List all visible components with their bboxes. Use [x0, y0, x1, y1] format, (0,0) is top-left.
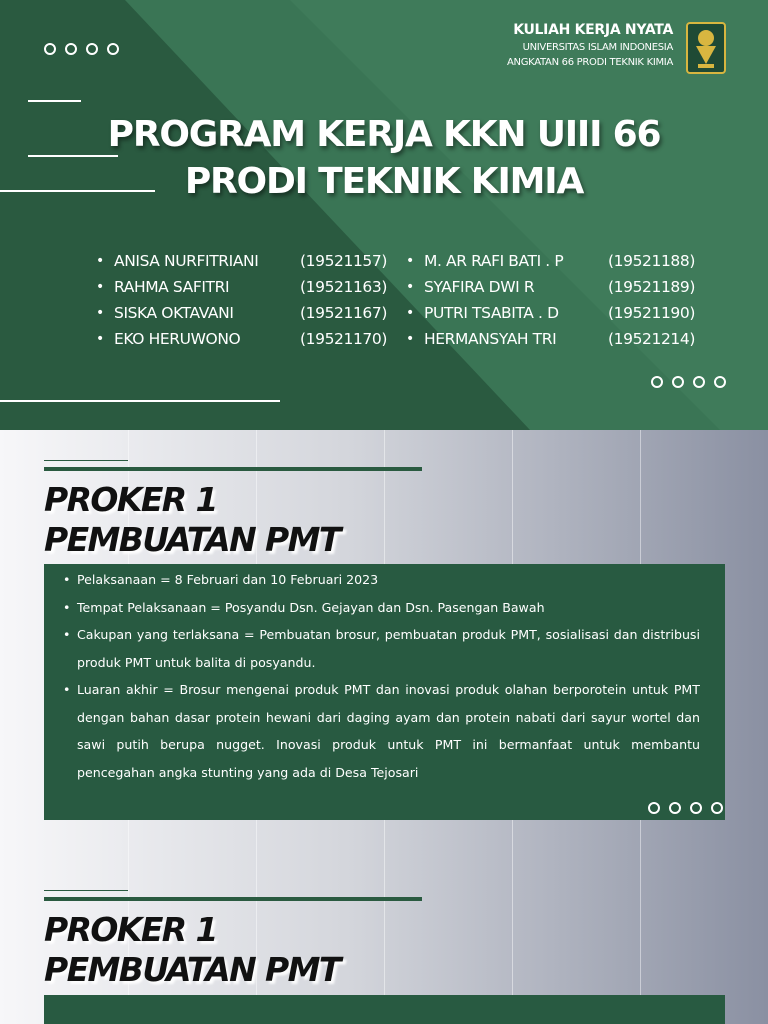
dot-icon — [690, 802, 702, 814]
member-row: • PUTRI TSABITA . D (19521190) — [406, 304, 695, 322]
details-box — [44, 564, 725, 820]
section-divider — [44, 897, 422, 901]
section-divider — [44, 467, 422, 471]
member-row: • RAHMA SAFITRI (19521163) — [96, 278, 387, 296]
list-item: • Luaran akhir = Brosur mengenai produk PMT dan inovasi produk olahan berporotein untuk PMT dengan bahan dasar protein hewani dari daging ayam dan protein nabati dari sayur wortel dan sawi putih berupa nugget. Inovasi produk untuk PMT ini bermanfaat untuk membantu pencegahan angka stunting yang ada di Desa Tejosari — [77, 676, 700, 786]
dot-icon — [714, 376, 726, 388]
page-title-line2: PRODI TEKNIK KIMIA — [184, 160, 584, 202]
dot-icon — [107, 43, 119, 55]
member-list-left — [96, 248, 387, 352]
brand-cohort: ANGKATAN 66 PRODI TEKNIK KIMIA — [506, 57, 673, 68]
page-title — [0, 112, 768, 206]
section-divider — [44, 460, 128, 461]
member-id: (19521190) — [608, 304, 695, 322]
section-title-line1: PROKER 1 — [44, 480, 217, 519]
member-id: (19521189) — [608, 278, 695, 296]
member-row: • M. AR RAFI BATI . P (19521188) — [406, 252, 695, 270]
details-box — [44, 995, 725, 1024]
member-name: HERMANSYAH TRI — [424, 330, 557, 348]
member-id: (19521163) — [300, 278, 387, 296]
dot-icon — [693, 376, 705, 388]
details-list — [44, 564, 725, 786]
member-name: EKO HERUWONO — [114, 330, 241, 348]
section-title-line2: PEMBUATAN PMT — [44, 950, 340, 989]
member-name: RAHMA SAFITRI — [114, 278, 230, 296]
list-item: • Cakupan yang terlaksana = Pembuatan brosur, pembuatan produk PMT, sosialisasi dan distribusi produk PMT untuk balita di posyandu. — [77, 621, 700, 676]
divider-line — [28, 100, 81, 102]
member-name: ANISA NURFITRIANI — [114, 252, 259, 270]
member-name: M. AR RAFI BATI . P — [424, 252, 564, 270]
dot-icon — [648, 802, 660, 814]
section-divider — [44, 890, 128, 891]
member-name: SYAFIRA DWI R — [424, 278, 535, 296]
dot-icon — [86, 43, 98, 55]
dot-icon — [651, 376, 663, 388]
section-title-line1: PROKER 1 — [44, 910, 217, 949]
member-row: • SISKA OKTAVANI (19521167) — [96, 304, 387, 322]
member-id: (19521188) — [608, 252, 695, 270]
member-name: SISKA OKTAVANI — [114, 304, 234, 322]
divider-line — [0, 400, 280, 402]
brand-university: UNIVERSITAS ISLAM INDONESIA — [522, 42, 673, 53]
section-title-line2: PEMBUATAN PMT — [44, 520, 340, 559]
section-title — [44, 480, 340, 560]
brand-block — [507, 22, 673, 68]
brand-title: KULIAH KERJA NYATA — [513, 22, 673, 38]
member-row: • EKO HERUWONO (19521170) — [96, 330, 387, 348]
list-item: • Pelaksanaan = 8 Februari dan 10 Februari 2023 — [77, 566, 700, 594]
section-title — [44, 910, 340, 990]
content-area — [0, 430, 768, 1024]
dot-icon — [711, 802, 723, 814]
member-id: (19521214) — [608, 330, 695, 348]
decorative-dots-icon — [44, 43, 119, 55]
member-id: (19521157) — [300, 252, 387, 270]
dot-icon — [44, 43, 56, 55]
member-row: • ANISA NURFITRIANI (19521157) — [96, 252, 387, 270]
list-item: • Tempat Pelaksanaan = Posyandu Dsn. Gejayan dan Dsn. Pasengan Bawah — [77, 594, 700, 622]
page-title-line1: PROGRAM KERJA KKN UIII 66 — [107, 114, 661, 155]
decorative-dots-icon — [651, 376, 726, 388]
dot-icon — [669, 802, 681, 814]
dot-icon — [672, 376, 684, 388]
member-name: PUTRI TSABITA . D — [424, 304, 559, 322]
member-id: (19521170) — [300, 330, 387, 348]
member-row: • HERMANSYAH TRI (19521214) — [406, 330, 695, 348]
member-row: • SYAFIRA DWI R (19521189) — [406, 278, 695, 296]
uii-logo-icon — [686, 22, 726, 74]
member-list-right — [406, 248, 695, 352]
member-id: (19521167) — [300, 304, 387, 322]
decorative-dots-icon — [648, 802, 723, 814]
header-banner — [0, 0, 768, 430]
dot-icon — [65, 43, 77, 55]
